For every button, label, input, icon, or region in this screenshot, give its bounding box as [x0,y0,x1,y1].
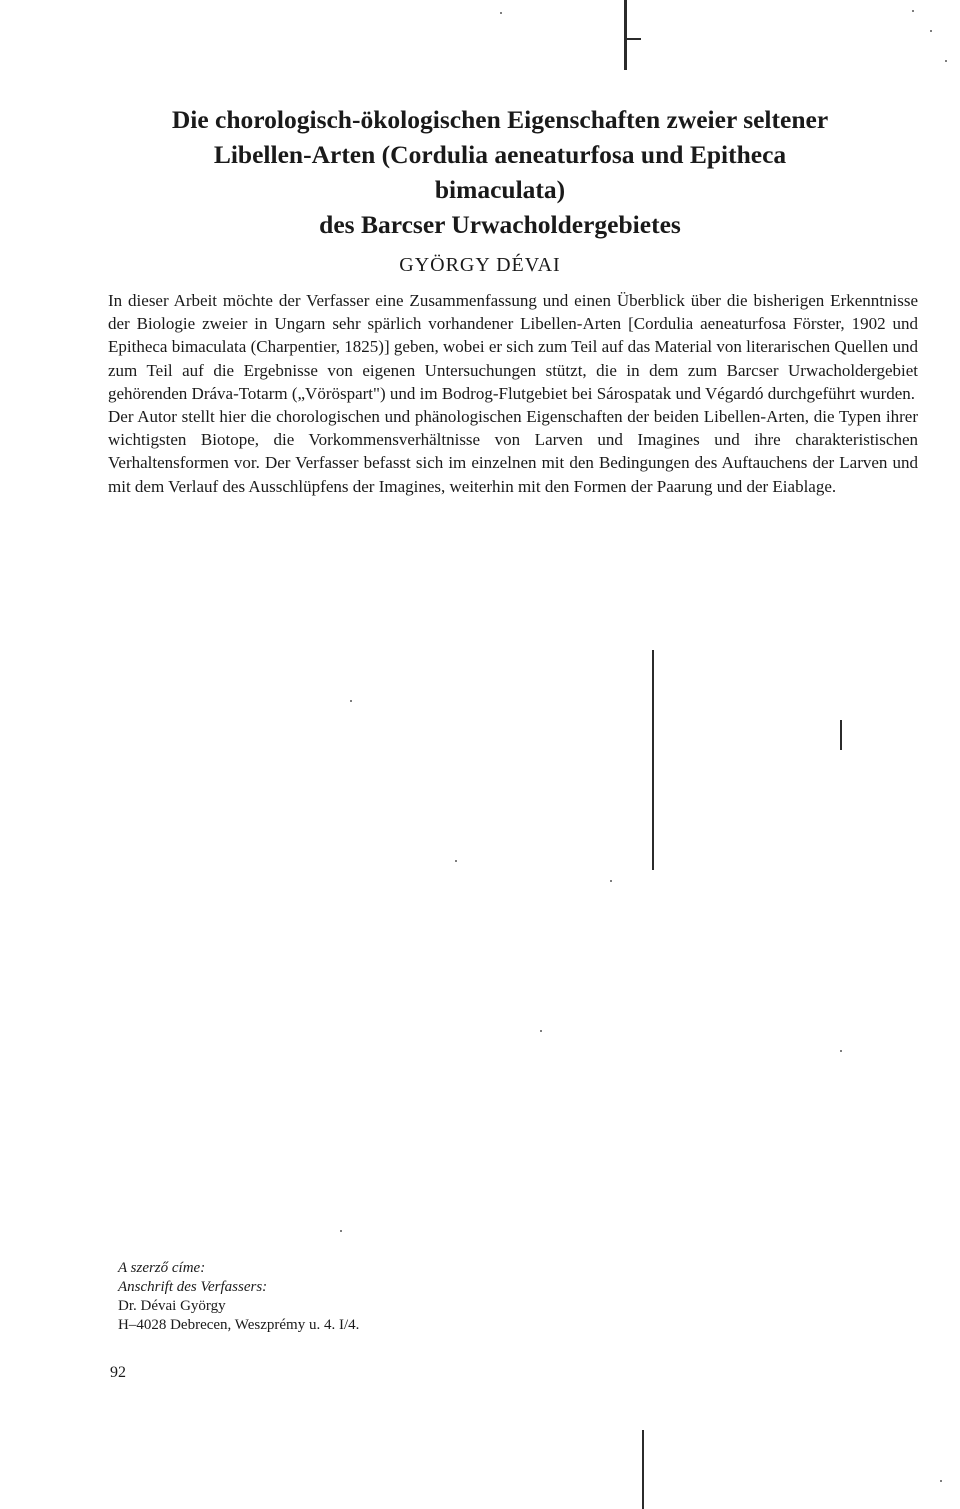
title-line: Die chorologisch-ökologischen Eigenschaften zweier seltener [171,105,829,134]
article-title [150,102,850,242]
author-name: GYÖRGY DÉVAI [399,254,561,276]
abstract [108,289,918,498]
address-label-german: Anschrift des Verfassers: [118,1279,268,1295]
address-label-hungarian: A szerző címe: [118,1260,206,1276]
title-line: des Barcser Urwacholdergebietes [319,210,681,239]
address-name: Dr. Dévai György [118,1298,226,1314]
abstract-paragraph: In dieser Arbeit möchte der Verfasser eine Zusammenfassung und einen Überblick über die bisherigen Erkenntnisse der Biologie zweier in Ungarn sehr spärlich vorhandener Libellen-Arten [Cordulia aeneaturfosa Förster, 1902 und Epitheca bimaculata (Charpentier, 1825)] geben, wobei er sich zum Teil auf das Material von literarischen Quellen und zum Teil auf die Ergebnisse von eigenen Untersuchungen stützt, die in dem zum Barcser Urwacholdergebiet gehörenden Dráva-Totarm („Vöröspart") und im Bodrog-Flutgebiet bei Sárospatak und Végardó durchgeführt wurden. [108,291,918,403]
abstract-paragraph: Der Autor stellt hier die chorologischen und phänologischen Eigenschaften der beiden Libellen-Arten, die Typen ihrer wichtigsten Biotope, die Vorkommensverhältnisse von Larven und Imagines und ihre charakteristischen Verhaltensformen vor. Der Verfasser befasst sich im einzelnen mit den Bedingungen des Auftauchens der Larven und mit dem Verlauf des Ausschlüpfens der Imagines, weiterhin mit den Formen der Paarung und der Eiablage. [108,407,918,496]
address-street: H–4028 Debrecen, Weszprémy u. 4. I/4. [118,1317,360,1333]
author-address [118,1259,359,1335]
page-number: 92 [110,1364,126,1381]
title-line: Libellen-Arten (Cordulia aeneaturfosa und Epitheca bimaculata) [213,140,787,204]
